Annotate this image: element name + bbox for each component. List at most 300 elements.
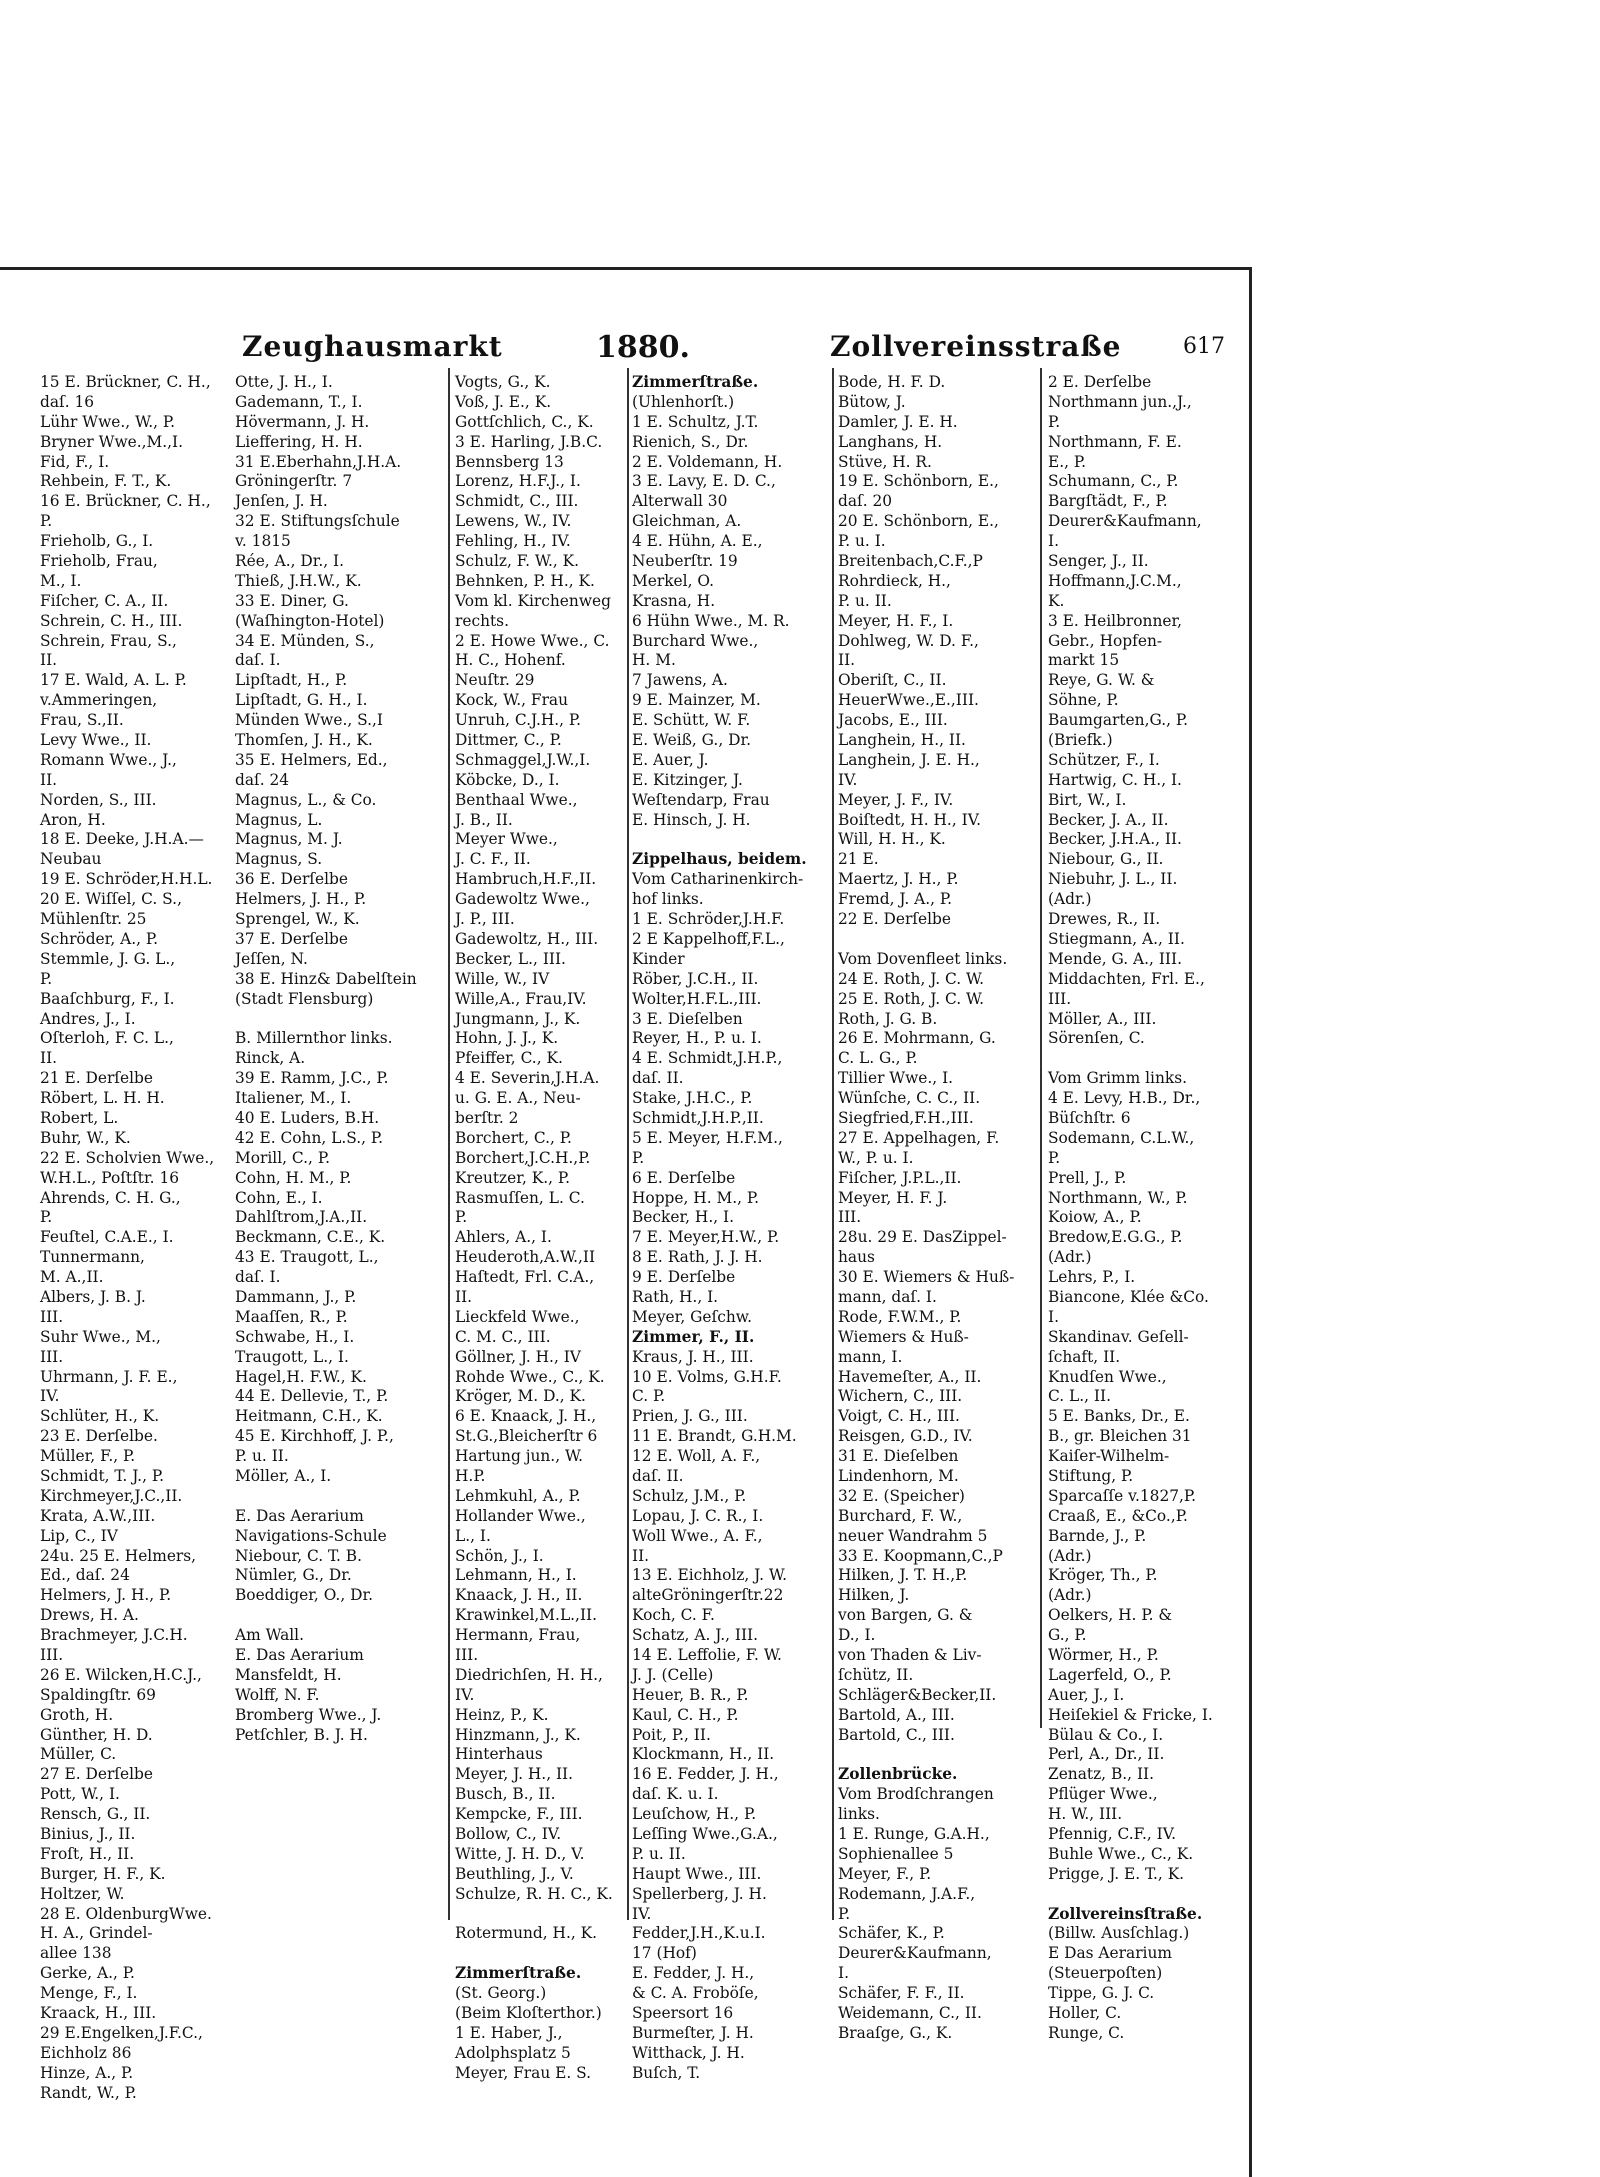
directory-line: Lopau, J. C. R., I. bbox=[632, 1506, 764, 1525]
directory-line: Schröder, A., P. bbox=[40, 929, 159, 948]
directory-line: Biancone, Klée &Co. bbox=[1048, 1287, 1209, 1306]
directory-line: Northmann, F. E. bbox=[1048, 432, 1182, 451]
directory-line: P. u. II. bbox=[838, 591, 892, 610]
directory-line: Röbert, L. H. H. bbox=[40, 1089, 165, 1108]
directory-line: Am Wall. bbox=[235, 1626, 304, 1645]
directory-line: Woll Wwe., A. F., bbox=[632, 1526, 763, 1545]
directory-line: 4 E. Hühn, A. E., bbox=[632, 532, 763, 551]
directory-line: Birt, W., I. bbox=[1048, 790, 1127, 809]
directory-line: Meyer, F., P. bbox=[838, 1864, 932, 1883]
directory-line: 6 E. Derſelbe bbox=[632, 1168, 736, 1187]
directory-line: 2 E. Howe Wwe., C. bbox=[455, 631, 610, 650]
directory-line: 40 E. Luders, B.H. bbox=[235, 1108, 380, 1127]
directory-line: HeuerWwe.,E.,III. bbox=[838, 691, 979, 710]
directory-line: Schumann, C., P. bbox=[1048, 472, 1179, 491]
directory-line: Hartwig, C. H., I. bbox=[1048, 770, 1182, 789]
directory-line: 27 E. Derſelbe bbox=[40, 1765, 153, 1784]
directory-line: Vom Brodſchrangen bbox=[838, 1785, 994, 1804]
directory-line: Runge, C. bbox=[1048, 2023, 1125, 2042]
directory-line: 33 E. Diner, G. bbox=[235, 591, 349, 610]
directory-line: allee 138 bbox=[40, 1944, 112, 1963]
directory-line: Heiſekiel & Fricke, I. bbox=[1048, 1705, 1213, 1724]
directory-line: Deurer&Kaufmann, bbox=[838, 1944, 992, 1963]
directory-line: E. Hinsch, J. H. bbox=[632, 810, 751, 829]
directory-line: Neubau bbox=[40, 850, 102, 869]
directory-line: Roth, J. G. B. bbox=[838, 1009, 938, 1028]
directory-line: Koiow, A., P. bbox=[1048, 1208, 1142, 1227]
directory-line: 22 E. Scholvien Wwe., bbox=[40, 1148, 215, 1167]
directory-line: 23 E. Derſelbe. bbox=[40, 1427, 158, 1446]
directory-line: 28u. 29 E. DasZippel- bbox=[838, 1228, 1007, 1247]
directory-line: Deurer&Kaufmann, bbox=[1048, 512, 1202, 531]
directory-line: C. P. bbox=[632, 1387, 666, 1406]
directory-line: Heitmann, C.H., K. bbox=[235, 1407, 383, 1426]
directory-line: IV. bbox=[40, 1387, 60, 1406]
directory-line: haus bbox=[838, 1248, 875, 1267]
directory-line: 15 E. Brückner, C. H., bbox=[40, 373, 211, 391]
directory-line: II. bbox=[838, 651, 856, 670]
directory-line: Frieholb, G., I. bbox=[40, 532, 154, 551]
directory-line: P. u. II. bbox=[235, 1447, 289, 1466]
directory-line: Cohn, H. M., P. bbox=[235, 1168, 352, 1187]
directory-line: III. bbox=[40, 1307, 64, 1326]
directory-line: berſtr. 2 bbox=[455, 1108, 519, 1127]
directory-line: Röber, J.C.H., II. bbox=[632, 969, 759, 988]
directory-line: B., gr. Bleichen 31 bbox=[1048, 1427, 1192, 1446]
directory-line: Schrein, Frau, S., bbox=[40, 631, 177, 650]
directory-line: 8 E. Rath, J. J. H. bbox=[632, 1248, 763, 1267]
directory-line: Lieckfeld Wwe., bbox=[455, 1307, 580, 1326]
directory-line: Randt, W., P. bbox=[40, 2083, 137, 2102]
directory-line: Pfennig, C.F., IV. bbox=[1048, 1825, 1177, 1844]
directory-line: Jenſen, J. H. bbox=[235, 492, 328, 511]
directory-line: Buhr, W., K. bbox=[40, 1128, 131, 1147]
directory-line: C. L. G., P. bbox=[838, 1049, 918, 1068]
directory-line: Rotermund, H., K. bbox=[455, 1924, 598, 1943]
directory-line: Helmers, J. H., P. bbox=[40, 1586, 172, 1605]
directory-line: Ahrends, C. H. G., bbox=[40, 1188, 181, 1207]
directory-line: 12 E. Woll, A. F., bbox=[632, 1447, 761, 1466]
directory-line: H. A., Grindel- bbox=[40, 1924, 153, 1943]
directory-line: Klockmann, H., II. bbox=[632, 1745, 775, 1764]
directory-line: H. M. bbox=[632, 651, 676, 670]
directory-line: Drews, H. A. bbox=[40, 1606, 139, 1625]
directory-line: Zollenbrücke. bbox=[838, 1765, 958, 1784]
directory-line: Froſt, H., II. bbox=[40, 1844, 135, 1863]
directory-line: Romann Wwe., J., bbox=[40, 750, 177, 769]
directory-line: Haupt Wwe., III. bbox=[632, 1864, 762, 1883]
directory-line: Bargſtädt, F., P. bbox=[1048, 492, 1168, 511]
directory-line: Sörenſen, C. bbox=[1048, 1029, 1145, 1048]
directory-line: ſchütz, II. bbox=[838, 1665, 914, 1684]
directory-line: Krasna, H. bbox=[632, 591, 716, 610]
directory-line: Hagel,H. F.W., K. bbox=[235, 1367, 367, 1386]
directory-line: 33 E. Koopmann,C.,P bbox=[838, 1546, 1003, 1565]
directory-line: Rienich, S., Dr. bbox=[632, 432, 749, 451]
directory-line: u. G. E. A., Neu- bbox=[455, 1089, 581, 1108]
directory-line: 13 E. Eichholz, J. W. bbox=[632, 1566, 787, 1585]
directory-line: 28 E. OldenburgWwe. bbox=[40, 1904, 212, 1923]
directory-line: Kreutzer, K., P. bbox=[455, 1168, 571, 1187]
directory-line: IV. bbox=[838, 770, 858, 789]
directory-line: Pfeiffer, C., K. bbox=[455, 1049, 563, 1068]
directory-line: E. Kitzinger, J. bbox=[632, 770, 743, 789]
directory-line: Weſtendarp, Frau bbox=[632, 790, 770, 809]
directory-line: Breitenbach,C.F.,P bbox=[838, 552, 983, 571]
directory-line: Münden Wwe., S.,I bbox=[235, 711, 383, 730]
directory-line: 4 E. Levy, H.B., Dr., bbox=[1048, 1089, 1201, 1108]
directory-line: Zippelhaus, beidem. bbox=[632, 850, 807, 869]
directory-line: 3 E. Heilbronner, bbox=[1048, 611, 1183, 630]
directory-line bbox=[838, 1745, 1014, 1765]
directory-line: Stake, J.H.C., P. bbox=[632, 1089, 753, 1108]
directory-line: 3 E. Harling, J.B.C. bbox=[455, 432, 603, 451]
column-rule bbox=[627, 368, 629, 1920]
directory-line bbox=[235, 1606, 417, 1626]
directory-line: Zenatz, B., II. bbox=[1048, 1765, 1155, 1784]
directory-line: Sparcaſſe v.1827,P. bbox=[1048, 1486, 1197, 1505]
directory-line: 17 (Hof) bbox=[632, 1944, 697, 1963]
directory-line: Menge, F., I. bbox=[40, 1984, 138, 2003]
directory-line: Beckmann, C.E., K. bbox=[235, 1228, 386, 1247]
directory-line: Binius, J., II. bbox=[40, 1825, 136, 1844]
directory-line: daſ. I. bbox=[235, 1268, 281, 1287]
directory-line: 29 E.Engelken,J.F.C., bbox=[40, 2023, 203, 2042]
directory-line: Leſſing Wwe.,G.A., bbox=[632, 1825, 778, 1844]
directory-line: 36 E. Derſelbe bbox=[235, 870, 348, 889]
directory-line: Bredow,E.G.G., P. bbox=[1048, 1228, 1183, 1247]
directory-line: Gademann, T., I. bbox=[235, 392, 363, 411]
directory-line: (Beim Kloſterthor.) bbox=[455, 2004, 602, 2023]
directory-column-4 bbox=[632, 373, 807, 2084]
directory-line: Reye, G. W. & bbox=[1048, 671, 1155, 690]
directory-line: 42 E. Cohn, L.S., P. bbox=[235, 1128, 384, 1147]
directory-line: Fehling, H., IV. bbox=[455, 532, 571, 551]
directory-line: E Das Aerarium bbox=[1048, 1944, 1172, 1963]
directory-line: Rinck, A. bbox=[235, 1049, 306, 1068]
directory-line: Will, H. H., K. bbox=[838, 830, 946, 849]
directory-line: Fiſcher, J.P.L.,II. bbox=[838, 1168, 962, 1187]
directory-line: Lehmkuhl, A., P. bbox=[455, 1486, 581, 1505]
running-head-year: 1880. bbox=[596, 330, 690, 365]
directory-line: Baaſchburg, F., I. bbox=[40, 989, 175, 1008]
directory-line: I. bbox=[1048, 1307, 1059, 1326]
directory-line: Speersort 16 bbox=[632, 2004, 734, 2023]
directory-line: III. bbox=[455, 1646, 479, 1664]
directory-line: Langhans, H. bbox=[838, 432, 943, 451]
directory-line: Schmidt,J.H.P.,II. bbox=[632, 1108, 764, 1127]
directory-line: M., I. bbox=[40, 571, 82, 590]
column-rule bbox=[832, 368, 834, 1920]
directory-line: (Adr.) bbox=[1048, 1248, 1092, 1267]
directory-line: Lagerfeld, O., P. bbox=[1048, 1665, 1172, 1684]
directory-line: Kock, W., Frau bbox=[455, 691, 569, 710]
directory-line: Schrein, C. H., III. bbox=[40, 611, 183, 630]
directory-line: 3 E. Dieſelben bbox=[632, 1009, 743, 1028]
directory-line: Günther, H. D. bbox=[40, 1725, 153, 1744]
directory-line: III. bbox=[838, 1208, 862, 1227]
directory-line: E. Schütt, W. F. bbox=[632, 711, 751, 730]
directory-line: III. bbox=[40, 1347, 64, 1366]
directory-line: P. u. II. bbox=[632, 1844, 686, 1863]
directory-line: Havemeſter, A., II. bbox=[838, 1367, 982, 1386]
directory-line: Barnde, J., P. bbox=[1048, 1526, 1147, 1545]
directory-line: Feuſtel, C.A.E., I. bbox=[40, 1228, 174, 1247]
directory-line: 31 E.Eberhahn,J.H.A. bbox=[235, 452, 402, 471]
directory-line: daſ. I. bbox=[235, 651, 281, 670]
directory-line: W., P. u. I. bbox=[838, 1148, 914, 1167]
directory-line: Oſterloh, F. C. L., bbox=[40, 1029, 174, 1048]
directory-line: Fid, F., I. bbox=[40, 452, 110, 471]
directory-line: Wiemers & Huß- bbox=[838, 1327, 969, 1346]
directory-line: H.P. bbox=[455, 1466, 486, 1485]
directory-line: Oberiſt, C., II. bbox=[838, 671, 947, 690]
column-rule bbox=[1040, 368, 1042, 1728]
directory-line: Lehmann, H., I. bbox=[455, 1566, 577, 1585]
directory-line: Uhrmann, J. F. E., bbox=[40, 1367, 178, 1386]
directory-line: Meyer, J. F., IV. bbox=[838, 790, 954, 809]
directory-line: Meyer, J. H., II. bbox=[455, 1765, 574, 1784]
directory-line: Kraus, J. H., III. bbox=[632, 1347, 754, 1366]
directory-line: daſ. II. bbox=[632, 1466, 684, 1485]
directory-line: Vom Grimm links. bbox=[1048, 1069, 1187, 1088]
directory-line: (Adr.) bbox=[1048, 1586, 1092, 1605]
directory-line: Otte, J. H., I. bbox=[235, 373, 333, 391]
directory-line: Jeſſen, N. bbox=[235, 949, 308, 968]
directory-line: Kinder bbox=[632, 949, 685, 968]
directory-line: II. bbox=[632, 1546, 650, 1565]
directory-line: J. P., III. bbox=[455, 910, 515, 929]
directory-line: P. bbox=[838, 1904, 851, 1923]
directory-line: Maaſſen, R., P. bbox=[235, 1307, 348, 1326]
directory-line: Lindenhorn, M. bbox=[838, 1466, 959, 1485]
directory-line: Pott, W., I. bbox=[40, 1785, 120, 1804]
directory-line: 11 E. Brandt, G.H.M. bbox=[632, 1427, 797, 1446]
directory-line: mann, I. bbox=[838, 1347, 903, 1366]
directory-line: Kröger, Th., P. bbox=[1048, 1566, 1158, 1585]
directory-line: 2 E. Derſelbe bbox=[1048, 373, 1152, 391]
directory-line: II. bbox=[40, 651, 58, 670]
directory-line: daſ. II. bbox=[632, 1069, 684, 1088]
directory-line: Magnus, L. bbox=[235, 810, 323, 829]
directory-line: Holler, C. bbox=[1048, 2004, 1122, 2023]
directory-line: Bromberg Wwe., J. bbox=[235, 1705, 382, 1724]
directory-line: Hilken, J. bbox=[838, 1586, 910, 1605]
directory-line: E. Fedder, J. H., bbox=[632, 1964, 755, 1983]
directory-line: Gleichman, A. bbox=[632, 512, 742, 531]
directory-line: Tippe, G. J. C. bbox=[1048, 1984, 1155, 2003]
directory-line: Navigations-Schule bbox=[235, 1526, 387, 1545]
directory-line: Zimmerſtraße. bbox=[632, 373, 759, 391]
directory-line: Albers, J. B. J. bbox=[40, 1287, 146, 1306]
directory-line: Levy Wwe., II. bbox=[40, 731, 152, 750]
directory-line: Dammann, J., P. bbox=[235, 1287, 357, 1306]
directory-line: Jacobs, E., III. bbox=[838, 711, 948, 730]
directory-line: Behnken, P. H., K. bbox=[455, 571, 595, 590]
directory-line: 26 E. Wilcken,H.C.J., bbox=[40, 1665, 202, 1684]
directory-line: E. Weiß, G., Dr. bbox=[632, 731, 751, 750]
directory-line: Stüve, H. R. bbox=[838, 452, 932, 471]
directory-line: Kaiſer-Wilhelm- bbox=[1048, 1447, 1170, 1466]
directory-line: Wörmer, H., P. bbox=[1048, 1646, 1159, 1664]
directory-line: (Waſhington-Hotel) bbox=[235, 611, 385, 630]
directory-line: Wolter,H.F.L.,III. bbox=[632, 989, 762, 1008]
directory-line: 6 E. Knaack, J. H., bbox=[455, 1407, 597, 1426]
directory-line: 9 E. Mainzer, M. bbox=[632, 691, 761, 710]
directory-line: 25 E. Roth, J. C. W. bbox=[838, 989, 985, 1008]
directory-line: Lieffering, H. H. bbox=[235, 432, 363, 451]
directory-line: 37 E. Derſelbe bbox=[235, 929, 348, 948]
directory-line: 7 E. Meyer,H.W., P. bbox=[632, 1228, 780, 1247]
directory-line: Heuderoth,A.W.,II bbox=[455, 1248, 596, 1267]
directory-line: Northmann jun.,J., bbox=[1048, 392, 1192, 411]
directory-line: 27 E. Appelhagen, F. bbox=[838, 1128, 1000, 1147]
directory-line: Bartold, A., III. bbox=[838, 1705, 955, 1724]
directory-line: daſ. 24 bbox=[235, 770, 290, 789]
directory-line: Lipſtadt, G. H., I. bbox=[235, 691, 368, 710]
directory-line: B. Millernthor links. bbox=[235, 1029, 393, 1048]
directory-line: Bode, H. F. D. bbox=[838, 373, 946, 391]
directory-line: Pflüger Wwe., bbox=[1048, 1785, 1158, 1804]
directory-line: Niebuhr, J. L., II. bbox=[1048, 870, 1178, 889]
directory-line: 1 E. Schultz, J.T. bbox=[632, 412, 759, 431]
directory-line bbox=[838, 930, 1014, 950]
directory-line: Mansfeldt, H. bbox=[235, 1665, 342, 1684]
directory-line: Hohn, J. J., K. bbox=[455, 1029, 559, 1048]
directory-line: (Briefk.) bbox=[1048, 731, 1113, 750]
directory-line: Lorenz, H.F.J., I. bbox=[455, 472, 581, 491]
directory-line: Siegfried,F.H.,III. bbox=[838, 1108, 974, 1127]
directory-line: Witte, J. H. D., V. bbox=[455, 1844, 585, 1863]
directory-line: (Billw. Ausſchlag.) bbox=[1048, 1924, 1190, 1943]
directory-line: Sodemann, C.L.W., bbox=[1048, 1128, 1195, 1147]
directory-line: Thomſen, J. H., K. bbox=[235, 731, 373, 750]
directory-line bbox=[455, 1905, 613, 1925]
directory-line: Bennsberg 13 bbox=[455, 452, 564, 471]
directory-line: Boiſtedt, H. H., IV. bbox=[838, 810, 982, 829]
directory-line: Hambruch,H.F.,II. bbox=[455, 870, 597, 889]
directory-line: Aron, H. bbox=[40, 810, 106, 829]
directory-line: Witthack, J. H. bbox=[632, 2043, 745, 2062]
directory-line: Buſch, T. bbox=[632, 2063, 701, 2082]
directory-line: v. 1815 bbox=[235, 532, 291, 551]
directory-line bbox=[455, 1944, 613, 1964]
directory-line: C. M. C., III. bbox=[455, 1327, 551, 1346]
directory-line: Schön, J., I. bbox=[455, 1546, 544, 1565]
directory-line: Borchert,J.C.H.,P. bbox=[455, 1148, 591, 1167]
directory-line: P. bbox=[40, 512, 53, 531]
directory-line: Vom Dovenfleet links. bbox=[838, 949, 1008, 968]
directory-line: Kempcke, F., III. bbox=[455, 1805, 583, 1824]
running-head-left: Zeughausmarkt bbox=[242, 330, 503, 363]
directory-line: Becker, H., I. bbox=[632, 1208, 734, 1227]
directory-line: 26 E. Mohrmann, G. bbox=[838, 1029, 996, 1048]
directory-line: Schulz, J.M., P. bbox=[632, 1486, 747, 1505]
directory-line: Voigt, C. H., III. bbox=[838, 1407, 960, 1426]
directory-column-1 bbox=[40, 373, 214, 2103]
directory-line: 39 E. Ramm, J.C., P. bbox=[235, 1069, 389, 1088]
directory-line: 1 E. Runge, G.A.H., bbox=[838, 1825, 990, 1844]
directory-line: 3 E. Lavy, E. D. C., bbox=[632, 472, 776, 491]
directory-line: Reisgen, G.D., IV. bbox=[838, 1427, 973, 1446]
directory-line: Benthaal Wwe., bbox=[455, 790, 578, 809]
directory-line: Gottſchlich, C., K. bbox=[455, 412, 594, 431]
directory-line: Groth, H. bbox=[40, 1705, 114, 1724]
directory-line: P. bbox=[40, 969, 53, 988]
directory-line: Fremd, J. A., P. bbox=[838, 890, 953, 909]
directory-line: Beuthling, J., V. bbox=[455, 1864, 574, 1883]
directory-line: Frieholb, Frau, bbox=[40, 552, 158, 571]
directory-line: Mühlenſtr. 25 bbox=[40, 910, 147, 929]
directory-line: Langhein, H., II. bbox=[838, 731, 966, 750]
directory-line: P. bbox=[1048, 1148, 1061, 1167]
directory-line: Jungmann, J., K. bbox=[455, 1009, 581, 1028]
directory-line: Vom Catharinenkirch- bbox=[632, 870, 804, 889]
directory-column-5 bbox=[838, 373, 1014, 2044]
directory-line: rechts. bbox=[455, 611, 509, 630]
directory-line: Möller, A., I. bbox=[235, 1466, 332, 1485]
directory-line: Becker, L., III. bbox=[455, 949, 566, 968]
directory-line: Bryner Wwe.,M.,I. bbox=[40, 432, 184, 451]
directory-line: 10 E. Volms, G.H.F. bbox=[632, 1367, 782, 1386]
directory-line: J. C. F., II. bbox=[455, 850, 531, 869]
directory-line: Rohrdieck, H., bbox=[838, 571, 951, 590]
directory-line: Schäfer, F. F., II. bbox=[838, 1984, 965, 2003]
directory-line: Prell, J., P. bbox=[1048, 1168, 1127, 1187]
directory-line: ſchaft, II. bbox=[1048, 1347, 1121, 1366]
directory-line: Lip, C., IV bbox=[40, 1526, 118, 1545]
directory-line: Haſtedt, Frl. C.A., bbox=[455, 1268, 595, 1287]
directory-line: Wille, W., IV bbox=[455, 969, 550, 988]
directory-line: W.H.L., Poſtſtr. 16 bbox=[40, 1168, 180, 1187]
directory-line: Rohde Wwe., C., K. bbox=[455, 1367, 605, 1386]
directory-line: Niebour, C. T. B. bbox=[235, 1546, 362, 1565]
directory-line: Schulz, F. W., K. bbox=[455, 552, 580, 571]
directory-line: P. bbox=[1048, 412, 1061, 431]
directory-line: 17 E. Wald, A. L. P. bbox=[40, 671, 187, 690]
directory-line: Hartung jun., W. bbox=[455, 1447, 584, 1466]
directory-line: Kraack, H., III. bbox=[40, 2004, 157, 2023]
directory-line: Nümler, G., Dr. bbox=[235, 1566, 352, 1585]
directory-line: E., P. bbox=[1048, 452, 1087, 471]
directory-line: Wolff, N. F. bbox=[235, 1685, 320, 1704]
directory-line: 2 E. Voldemann, H. bbox=[632, 452, 783, 471]
directory-line: Magnus, S. bbox=[235, 850, 323, 869]
directory-line: Prien, J. G., III. bbox=[632, 1407, 748, 1426]
directory-line: Hoppe, H. M., P. bbox=[632, 1188, 760, 1207]
directory-line: Auer, J., I. bbox=[1048, 1685, 1125, 1704]
directory-line: G., P. bbox=[1048, 1626, 1087, 1645]
directory-line: II. bbox=[40, 1049, 58, 1068]
directory-line: 32 E. Stiftungsſchule bbox=[235, 512, 400, 531]
directory-line: Langhein, J. E. H., bbox=[838, 750, 980, 769]
directory-line: Bülau & Co., I. bbox=[1048, 1725, 1164, 1744]
directory-line: Brachmeyer, J.C.H. bbox=[40, 1626, 188, 1645]
directory-line: Lehrs, P., I. bbox=[1048, 1268, 1136, 1287]
directory-line: Frau, S.,II. bbox=[40, 711, 124, 730]
directory-column-6 bbox=[1048, 373, 1213, 2044]
directory-line: Schläger&Becker,II. bbox=[838, 1685, 997, 1704]
directory-line: Meyer, H. F. J. bbox=[838, 1188, 948, 1207]
directory-line: Kröger, M. D., K. bbox=[455, 1387, 586, 1406]
directory-line: Suhr Wwe., M., bbox=[40, 1327, 161, 1346]
directory-line: Sprengel, W., K. bbox=[235, 910, 360, 929]
directory-line: M. A.,II. bbox=[40, 1268, 104, 1287]
directory-line: hof links. bbox=[632, 890, 704, 909]
directory-line: 21 E. bbox=[838, 850, 879, 869]
directory-line: Hinterhaus bbox=[455, 1745, 543, 1764]
directory-line: daſ. 16 bbox=[40, 392, 95, 411]
